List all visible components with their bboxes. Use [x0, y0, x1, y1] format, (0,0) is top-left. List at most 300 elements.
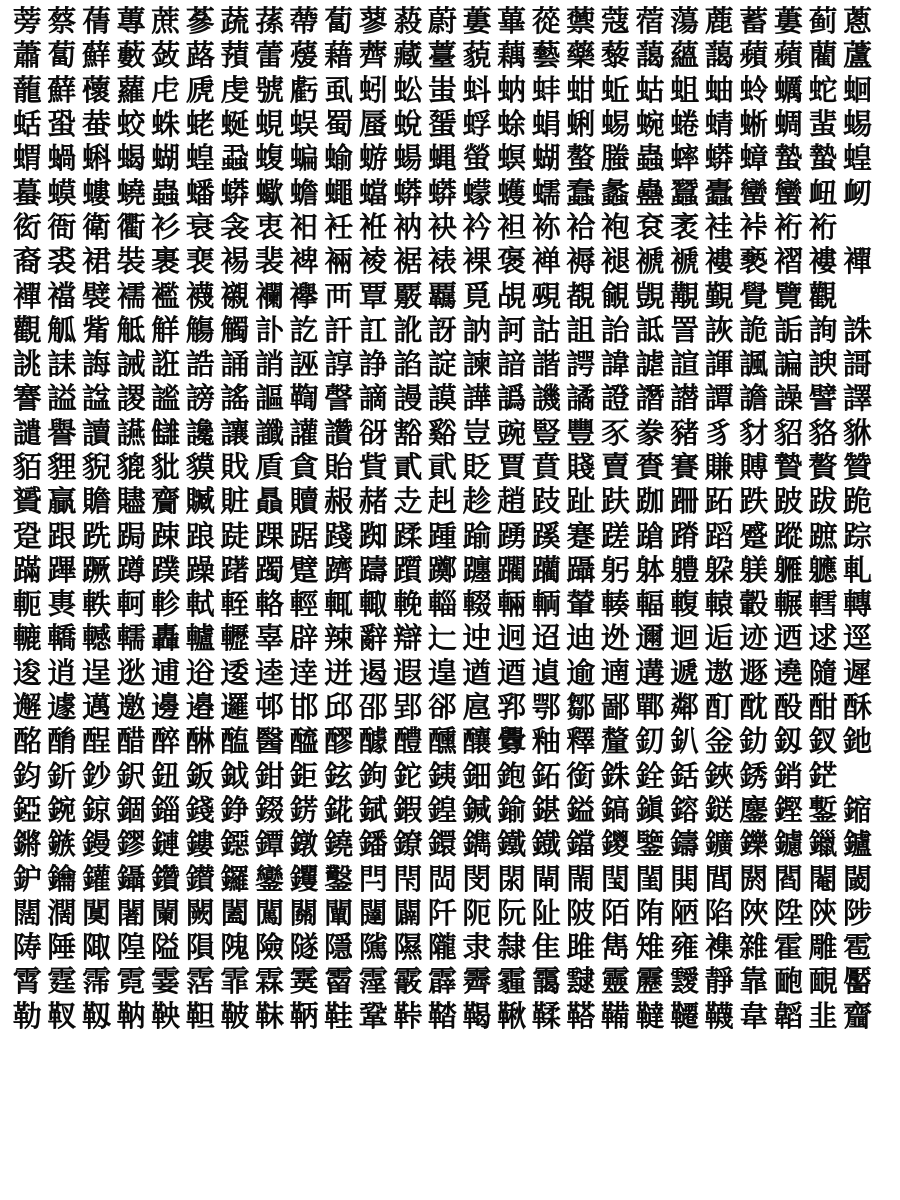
kanji-glyph: 閨 — [635, 861, 665, 896]
kanji-glyph: 蹣 — [12, 552, 42, 587]
kanji-glyph: 鑰 — [47, 861, 77, 896]
kanji-glyph: 蹙 — [739, 518, 769, 553]
kanji-glyph: 軫 — [151, 587, 181, 622]
kanji-glyph: 闢 — [393, 895, 423, 930]
kanji-glyph: 鐺 — [566, 827, 596, 862]
kanji-glyph: 蝴 — [531, 141, 561, 176]
kanji-glyph: 豸 — [704, 415, 734, 450]
kanji-glyph: 躱 — [704, 552, 734, 587]
kanji-glyph: 靼 — [185, 998, 215, 1033]
kanji-glyph: 蠅 — [324, 175, 354, 210]
kanji-glyph: 豬 — [670, 415, 700, 450]
kanji-glyph: 蟒 — [220, 175, 250, 210]
kanji-glyph: 釿 — [47, 758, 77, 793]
kanji-glyph: 錻 — [358, 792, 388, 827]
kanji-glyph: 衲 — [393, 209, 423, 244]
kanji-glyph: 讙 — [289, 415, 319, 450]
kanji-glyph: 贖 — [289, 484, 319, 519]
kanji-glyph: 贇 — [12, 484, 42, 519]
kanji-glyph: 輅 — [254, 587, 284, 622]
kanji-glyph: 蚯 — [600, 72, 630, 107]
kanji-glyph: 覯 — [670, 278, 700, 313]
kanji-glyph: 襠 — [47, 278, 77, 313]
kanji-glyph: 跏 — [635, 484, 665, 519]
kanji-glyph: 酲 — [81, 724, 111, 759]
kanji-glyph: 蓄 — [739, 4, 769, 39]
glyph-row — [10, 827, 892, 861]
kanji-glyph: 迹 — [739, 621, 769, 656]
kanji-glyph: 靂 — [635, 964, 665, 999]
kanji-glyph: 釀 — [462, 724, 492, 759]
kanji-glyph: 袒 — [497, 209, 527, 244]
kanji-glyph: 閠 — [600, 861, 630, 896]
kanji-glyph: 蟑 — [739, 141, 769, 176]
kanji-glyph: 貶 — [462, 450, 492, 484]
kanji-glyph: 醯 — [289, 724, 319, 759]
kanji-glyph: 鈞 — [12, 758, 42, 793]
kanji-glyph: 袂 — [427, 209, 457, 244]
kanji-glyph: 鞨 — [462, 998, 492, 1033]
kanji-glyph: 衷 — [254, 209, 284, 244]
kanji-glyph: 貮 — [427, 450, 457, 484]
kanji-glyph: 轗 — [81, 621, 111, 656]
kanji-glyph: 鎹 — [704, 792, 734, 827]
kanji-glyph: 蹊 — [531, 518, 561, 553]
kanji-glyph: 踪 — [843, 518, 873, 553]
kanji-glyph: 誂 — [12, 347, 42, 382]
kanji-glyph: 褥 — [566, 244, 596, 279]
kanji-glyph: 賚 — [635, 450, 665, 484]
kanji-glyph: 谿 — [427, 415, 457, 450]
kanji-glyph: 陋 — [670, 895, 700, 930]
kanji-glyph: 雎 — [566, 930, 596, 965]
kanji-glyph: 虍 — [151, 72, 181, 107]
kanji-glyph: 袤 — [670, 209, 700, 244]
kanji-glyph: 裄 — [808, 209, 838, 244]
glyph-row — [10, 484, 892, 518]
kanji-glyph: 螻 — [81, 175, 111, 210]
kanji-glyph: 蚪 — [462, 72, 492, 107]
kanji-glyph: 軾 — [185, 587, 215, 622]
kanji-glyph: 襤 — [151, 278, 181, 313]
kanji-glyph: 蛟 — [116, 107, 146, 142]
kanji-glyph: 蹠 — [808, 518, 838, 553]
kanji-glyph: 銓 — [635, 758, 665, 793]
kanji-glyph: 讚 — [324, 415, 354, 450]
kanji-glyph: 鉅 — [289, 758, 319, 793]
kanji-glyph: 號 — [254, 72, 284, 107]
kanji-glyph: 銜 — [566, 758, 596, 793]
kanji-glyph: 鐇 — [358, 827, 388, 862]
kanji-glyph: 霪 — [358, 964, 388, 999]
kanji-glyph: 跫 — [12, 518, 42, 553]
kanji-glyph: 衢 — [116, 209, 146, 244]
glyph-row — [10, 4, 892, 38]
kanji-glyph: 蘢 — [12, 72, 42, 107]
kanji-glyph: 謾 — [393, 381, 423, 416]
kanji-glyph: 陟 — [843, 895, 873, 930]
kanji-glyph: 醋 — [116, 724, 146, 759]
kanji-glyph: 躅 — [254, 552, 284, 587]
kanji-glyph: 輹 — [670, 587, 700, 622]
kanji-glyph: 鑒 — [635, 827, 665, 862]
kanji-glyph: 讎 — [151, 415, 181, 450]
kanji-glyph: 霾 — [497, 964, 527, 999]
kanji-glyph: 霏 — [220, 964, 250, 999]
kanji-glyph: 鏈 — [151, 827, 181, 862]
kanji-glyph: 諚 — [427, 347, 457, 382]
kanji-glyph: 靉 — [670, 964, 700, 999]
kanji-glyph: 鑞 — [808, 827, 838, 862]
kanji-glyph: 譯 — [843, 381, 873, 416]
kanji-glyph: 雹 — [843, 930, 873, 965]
kanji-glyph: 辣 — [324, 621, 354, 656]
kanji-glyph: 輙 — [358, 587, 388, 622]
kanji-glyph: 諳 — [497, 347, 527, 382]
kanji-glyph: 蝗 — [185, 141, 215, 176]
kanji-glyph: 蠍 — [254, 175, 284, 210]
kanji-glyph: 鑚 — [185, 861, 215, 896]
kanji-glyph: 雜 — [739, 930, 769, 965]
kanji-glyph: 衒 — [12, 209, 42, 244]
kanji-glyph: 諛 — [808, 347, 838, 382]
kanji-glyph: 誦 — [220, 347, 250, 382]
kanji-glyph: 隍 — [116, 930, 146, 965]
kanji-glyph: 衙 — [47, 209, 77, 244]
kanji-glyph: 軻 — [116, 587, 146, 622]
kanji-glyph: 袷 — [566, 209, 596, 244]
kanji-glyph: 霎 — [151, 964, 181, 999]
kanji-glyph: 鐚 — [220, 827, 250, 862]
kanji-glyph: 蜑 — [427, 107, 457, 142]
glyph-row — [10, 450, 892, 484]
kanji-glyph: 誡 — [116, 347, 146, 382]
kanji-glyph: 鋩 — [808, 758, 838, 793]
kanji-glyph: 隲 — [358, 930, 388, 965]
kanji-glyph: 贐 — [116, 484, 146, 519]
kanji-glyph: 酳 — [47, 724, 77, 759]
kanji-glyph: 邀 — [116, 690, 146, 725]
kanji-glyph: 霓 — [116, 964, 146, 999]
kanji-glyph: 貔 — [116, 450, 146, 484]
kanji-glyph: 詼 — [704, 312, 734, 347]
kanji-glyph: 鄰 — [670, 690, 700, 725]
glyph-row — [10, 313, 892, 347]
kanji-glyph: 釼 — [773, 724, 803, 759]
kanji-glyph: 諞 — [773, 347, 803, 382]
kanji-glyph: 軣 — [47, 587, 77, 622]
kanji-glyph: 蔍 — [704, 4, 734, 39]
kanji-glyph: 蚰 — [704, 72, 734, 107]
kanji-glyph: 蟯 — [116, 175, 146, 210]
kanji-glyph: 諫 — [462, 347, 492, 382]
kanji-glyph: 訝 — [427, 312, 457, 347]
kanji-glyph: 銷 — [773, 758, 803, 793]
kanji-glyph: 蘹 — [81, 72, 111, 107]
kanji-glyph: 鈿 — [462, 758, 492, 793]
kanji-glyph: 蜒 — [220, 107, 250, 142]
kanji-glyph: 豼 — [151, 450, 181, 484]
kanji-glyph: 蠻 — [739, 175, 769, 210]
kanji-glyph: 踈 — [151, 518, 181, 553]
kanji-glyph: 誥 — [185, 347, 215, 382]
glyph-row — [10, 416, 892, 450]
kanji-glyph: 蜴 — [600, 107, 630, 142]
kanji-glyph: 襞 — [81, 278, 111, 313]
kanji-glyph: 訶 — [497, 312, 527, 347]
kanji-glyph: 輓 — [393, 587, 423, 622]
kanji-glyph: 釖 — [635, 724, 665, 759]
kanji-glyph: 賈 — [497, 450, 527, 484]
kanji-glyph: 錏 — [12, 792, 42, 827]
kanji-glyph: 閼 — [739, 861, 769, 896]
kanji-glyph: 褒 — [497, 244, 527, 279]
kanji-glyph: 邂 — [12, 690, 42, 725]
kanji-glyph: 諂 — [393, 347, 423, 382]
kanji-glyph: 訥 — [462, 312, 492, 347]
kanji-glyph: 蝟 — [12, 141, 42, 176]
kanji-glyph: 蠡 — [600, 175, 630, 210]
kanji-glyph: 讓 — [220, 415, 250, 450]
kanji-glyph: 閂 — [358, 861, 388, 896]
kanji-glyph: 褝 — [531, 244, 561, 279]
kanji-glyph: 裘 — [47, 244, 77, 279]
kanji-glyph: 貭 — [254, 450, 284, 484]
kanji-glyph: 蒡 — [12, 4, 42, 39]
kanji-glyph: 釵 — [808, 724, 838, 759]
kanji-glyph: 辜 — [254, 621, 284, 656]
kanji-glyph: 逕 — [843, 621, 873, 656]
kanji-glyph: 邯 — [289, 690, 319, 725]
kanji-glyph: 蔗 — [151, 4, 181, 39]
kanji-glyph: 辭 — [358, 621, 388, 656]
kanji-glyph: 蹂 — [393, 518, 423, 553]
kanji-glyph: 靠 — [739, 964, 769, 999]
kanji-glyph: 鞆 — [289, 998, 319, 1033]
kanji-glyph: 覩 — [566, 278, 596, 313]
kanji-glyph: 遲 — [843, 655, 873, 690]
kanji-glyph: 邏 — [220, 690, 250, 725]
kanji-glyph: 蟠 — [185, 175, 215, 210]
kanji-glyph: 謠 — [220, 381, 250, 416]
kanji-glyph: 蔘 — [185, 4, 215, 39]
kanji-glyph: 鉋 — [497, 758, 527, 793]
kanji-glyph: 閻 — [773, 861, 803, 896]
kanji-glyph: 躪 — [531, 552, 561, 587]
kanji-glyph: 陷 — [704, 895, 734, 930]
glyph-row — [10, 587, 892, 621]
kanji-glyph: 觧 — [151, 312, 181, 347]
kanji-glyph: 轎 — [47, 621, 77, 656]
kanji-glyph: 賤 — [566, 450, 596, 484]
kanji-glyph: 閧 — [670, 861, 700, 896]
kanji-glyph: 覘 — [497, 278, 527, 313]
kanji-glyph: 詬 — [773, 312, 803, 347]
kanji-glyph: 鈑 — [185, 758, 215, 793]
kanji-glyph: 闊 — [12, 895, 42, 930]
kanji-glyph: 跼 — [116, 518, 146, 553]
kanji-glyph: 虔 — [220, 72, 250, 107]
kanji-glyph: 鑛 — [704, 827, 734, 862]
kanji-glyph: 襪 — [185, 278, 215, 313]
kanji-glyph: 靺 — [254, 998, 284, 1033]
kanji-glyph: 輛 — [497, 587, 527, 622]
kanji-glyph: 軅 — [773, 552, 803, 587]
kanji-glyph: 鑿 — [324, 861, 354, 896]
kanji-glyph: 貊 — [12, 450, 42, 484]
kanji-glyph: 詁 — [531, 312, 561, 347]
kanji-glyph: 謳 — [254, 381, 284, 416]
kanji-glyph: 訐 — [324, 312, 354, 347]
kanji-glyph: 辷 — [427, 621, 457, 656]
kanji-glyph: 陲 — [47, 930, 77, 965]
kanji-glyph: 蔞 — [462, 4, 492, 39]
kanji-glyph: 裄 — [773, 209, 803, 244]
kanji-glyph: 踴 — [497, 518, 527, 553]
kanji-glyph: 衰 — [185, 209, 215, 244]
kanji-glyph: 輻 — [635, 587, 665, 622]
kanji-glyph: 銛 — [670, 758, 700, 793]
kanji-glyph: 赳 — [427, 484, 457, 519]
kanji-glyph: 蜈 — [289, 107, 319, 142]
kanji-glyph: 迸 — [324, 655, 354, 690]
kanji-glyph: 踝 — [254, 518, 284, 553]
kanji-glyph: 踉 — [185, 518, 215, 553]
kanji-glyph: 裼 — [220, 244, 250, 279]
kanji-glyph: 錢 — [185, 792, 215, 827]
kanji-glyph: 酊 — [704, 690, 734, 725]
kanji-glyph: 豢 — [635, 415, 665, 450]
kanji-glyph: 蹉 — [600, 518, 630, 553]
kanji-glyph: 誅 — [843, 312, 873, 347]
kanji-glyph: 蚩 — [427, 72, 457, 107]
kanji-glyph: 蛆 — [670, 72, 700, 107]
kanji-glyph: 遑 — [427, 655, 457, 690]
kanji-glyph: 閇 — [393, 861, 423, 896]
kanji-glyph: 貎 — [81, 450, 111, 484]
kanji-glyph: 鑼 — [220, 861, 250, 896]
kanji-glyph: 譁 — [462, 381, 492, 416]
kanji-glyph: 譫 — [739, 381, 769, 416]
kanji-glyph: 鈔 — [81, 758, 111, 793]
kanji-glyph: 隗 — [220, 930, 250, 965]
kanji-glyph: 貲 — [358, 450, 388, 484]
kanji-glyph: 蟲 — [151, 175, 181, 210]
kanji-glyph: 謗 — [185, 381, 215, 416]
kanji-glyph: 虱 — [324, 72, 354, 107]
kanji-glyph: 蜆 — [254, 107, 284, 142]
kanji-glyph: 薹 — [427, 38, 457, 73]
glyph-row — [10, 244, 892, 278]
kanji-glyph: 覲 — [704, 278, 734, 313]
kanji-glyph: 衄 — [808, 175, 838, 210]
kanji-glyph: 袿 — [704, 209, 734, 244]
kanji-glyph: 譏 — [531, 381, 561, 416]
kanji-glyph: 韃 — [635, 998, 665, 1033]
kanji-glyph: 鋺 — [47, 792, 77, 827]
kanji-glyph: 蚶 — [566, 72, 596, 107]
glyph-row — [10, 278, 892, 312]
kanji-glyph: 薺 — [358, 38, 388, 73]
kanji-glyph: 褪 — [600, 244, 630, 279]
kanji-glyph: 螟 — [497, 141, 527, 176]
kanji-glyph: 蝿 — [427, 141, 457, 176]
kanji-glyph: 蠖 — [497, 175, 527, 210]
kanji-glyph: 襴 — [254, 278, 284, 313]
kanji-glyph: 閙 — [566, 861, 596, 896]
kanji-glyph: 钁 — [289, 861, 319, 896]
kanji-glyph: 蹐 — [670, 518, 700, 553]
kanji-glyph: 裲 — [324, 244, 354, 279]
kanji-glyph: 輳 — [600, 587, 630, 622]
kanji-glyph: 譚 — [704, 381, 734, 416]
kanji-glyph: 醫 — [254, 724, 284, 759]
kanji-glyph: 蜉 — [462, 107, 492, 142]
kanji-glyph: 褻 — [739, 244, 769, 279]
kanji-glyph: 藥 — [566, 38, 596, 73]
kanji-glyph: 蜥 — [739, 107, 769, 142]
kanji-glyph: 鐓 — [289, 827, 319, 862]
kanji-glyph: 蔬 — [220, 4, 250, 39]
glyph-row — [10, 930, 892, 964]
kanji-glyph: 辯 — [393, 621, 423, 656]
kanji-glyph: 跟 — [47, 518, 77, 553]
kanji-glyph: 豺 — [739, 415, 769, 450]
kanji-glyph: 逎 — [497, 655, 527, 690]
glyph-row — [10, 141, 892, 175]
kanji-glyph: 跂 — [531, 484, 561, 519]
kanji-glyph: 鏃 — [47, 827, 77, 862]
kanji-glyph: 陌 — [600, 895, 630, 930]
kanji-glyph: 觀 — [808, 278, 838, 313]
kanji-glyph: 蝨 — [220, 141, 250, 176]
kanji-glyph: 鄲 — [635, 690, 665, 725]
kanji-glyph: 赧 — [324, 484, 354, 519]
kanji-glyph: 詈 — [670, 312, 700, 347]
kanji-glyph: 陦 — [12, 930, 42, 965]
kanji-glyph: 蟀 — [670, 141, 700, 176]
kanji-glyph: 鞜 — [427, 998, 457, 1033]
kanji-glyph: 蛄 — [635, 72, 665, 107]
kanji-glyph: 蹶 — [81, 552, 111, 587]
kanji-glyph: 蛬 — [81, 107, 111, 142]
kanji-glyph: 鐶 — [427, 827, 457, 862]
kanji-glyph: 蜷 — [670, 107, 700, 142]
kanji-glyph: 贍 — [81, 484, 111, 519]
kanji-glyph: 靤 — [773, 964, 803, 999]
kanji-glyph: 鞴 — [600, 998, 630, 1033]
kanji-glyph: 襌 — [843, 244, 873, 279]
kanji-glyph: 錵 — [324, 792, 354, 827]
kanji-glyph: 阨 — [462, 895, 492, 930]
kanji-glyph: 靦 — [808, 964, 838, 999]
kanji-glyph: 讒 — [185, 415, 215, 450]
kanji-glyph: 阯 — [531, 895, 561, 930]
kanji-glyph: 跌 — [739, 484, 769, 519]
glyph-row — [10, 999, 892, 1033]
kanji-glyph: 賍 — [220, 484, 250, 519]
kanji-glyph: 邉 — [185, 690, 215, 725]
kanji-glyph: 郢 — [393, 690, 423, 725]
kanji-glyph: 遽 — [47, 690, 77, 725]
kanji-glyph: 裝 — [116, 244, 146, 279]
kanji-glyph: 裔 — [12, 244, 42, 279]
kanji-glyph: 靄 — [531, 964, 561, 999]
kanji-glyph: 謖 — [116, 381, 146, 416]
kanji-glyph: 藝 — [531, 38, 561, 73]
kanji-glyph: 鏗 — [773, 792, 803, 827]
kanji-glyph: 邵 — [358, 690, 388, 725]
